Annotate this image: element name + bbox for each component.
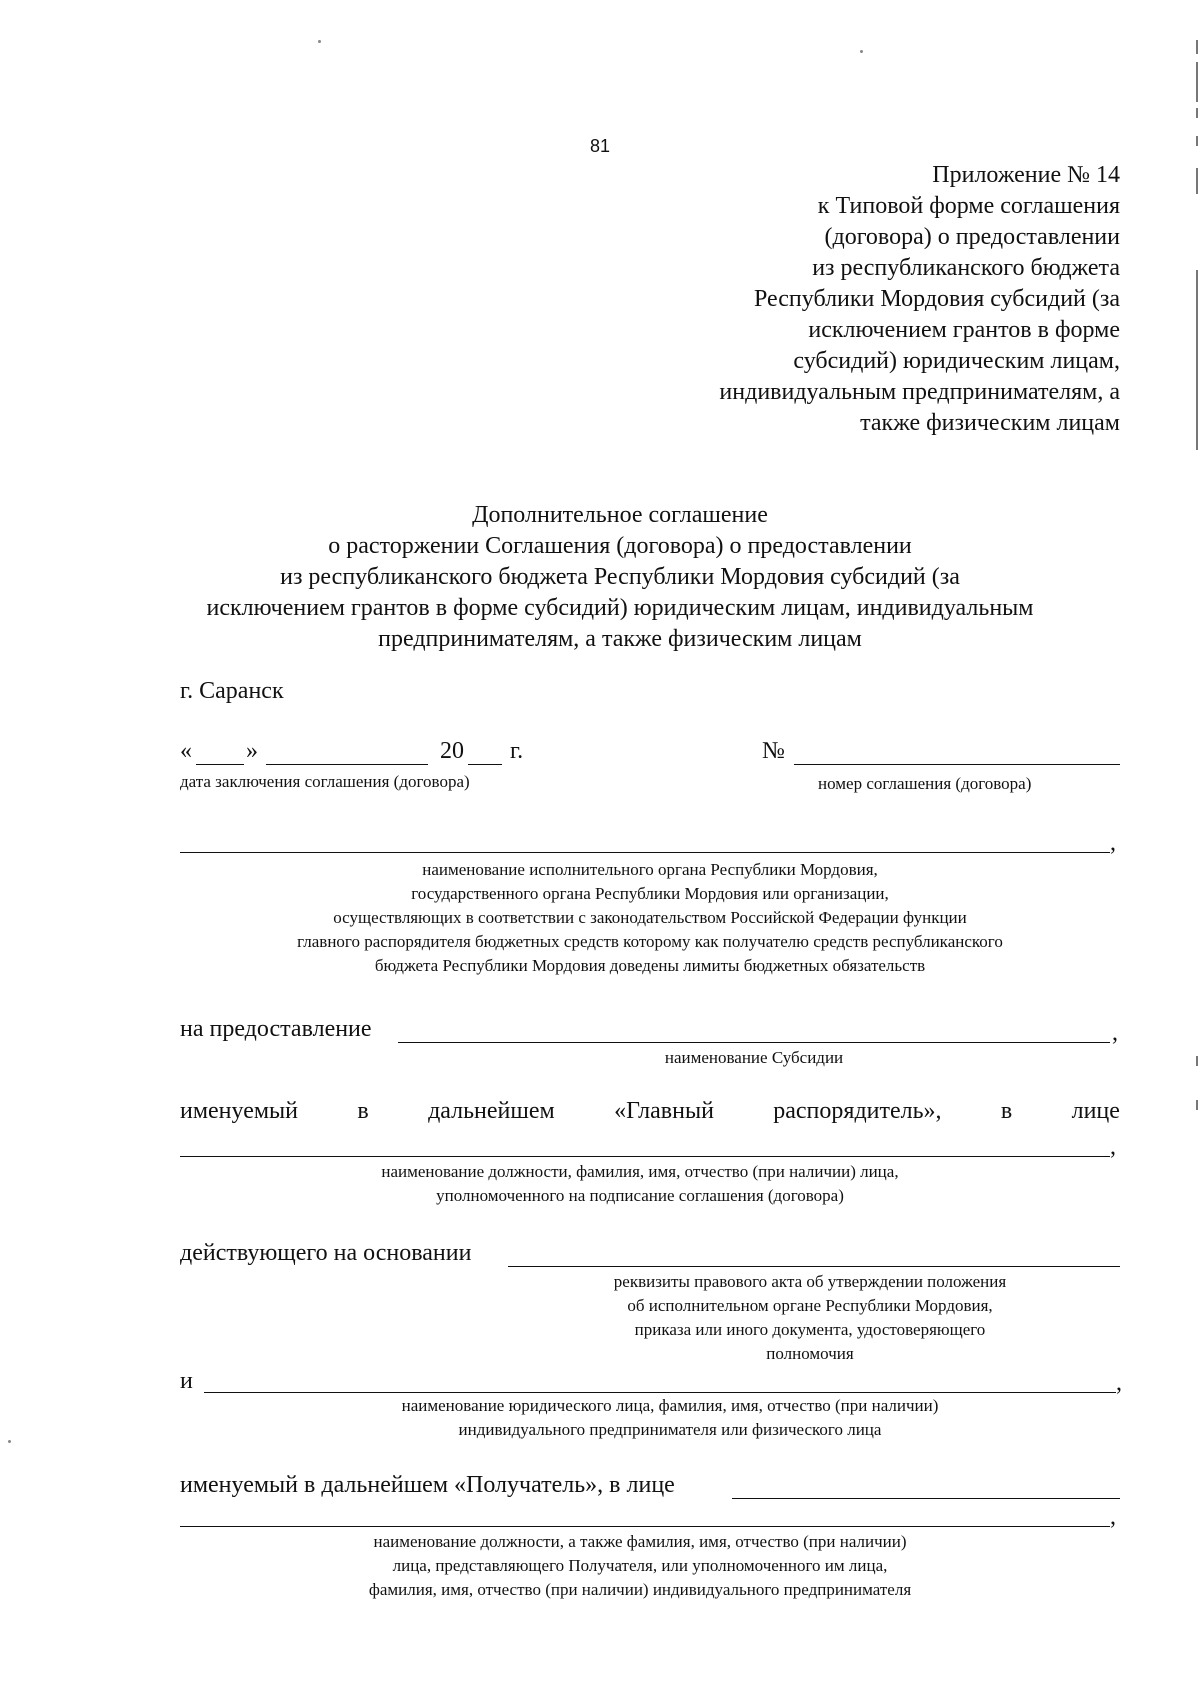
month-blank-line[interactable] <box>266 764 428 765</box>
title-line: предпринимателям, а также физическим лицам <box>378 626 862 652</box>
word: дальнейшем <box>428 1098 555 1124</box>
organ-blank-line[interactable] <box>180 852 1110 853</box>
caption-line: фамилия, имя, отчество (при наличии) индивидуального предпринимателя <box>368 1580 912 1599</box>
caption-line: наименование должности, а также фамилия, имя, отчество (при наличии) <box>373 1532 907 1551</box>
number-blank-line[interactable] <box>794 764 1120 765</box>
scan-edge-mark <box>1196 108 1198 118</box>
caption-line: наименование исполнительного органа Республики Мордовия, <box>422 860 878 879</box>
recipient-caption <box>200 1530 1080 1602</box>
word: «Главный <box>614 1098 714 1124</box>
caption-line: лица, представляющего Получателя, или уполномоченного им лица, <box>392 1556 888 1575</box>
scan-edge-mark <box>1196 1100 1198 1110</box>
appendix-line: исключением грантов в форме <box>808 317 1120 343</box>
caption-line: наименование должности, фамилия, имя, отчество (при наличии) лица, <box>381 1162 899 1181</box>
comma: , <box>1116 1370 1122 1396</box>
page-number: 81 <box>589 136 611 156</box>
appendix-line: индивидуальным предпринимателям, а <box>719 379 1120 405</box>
date-close-quote: » <box>246 738 258 764</box>
appendix-line: из республиканского бюджета <box>812 255 1120 281</box>
comma: , <box>1110 1504 1116 1530</box>
word: именуемый <box>180 1098 299 1124</box>
party-caption <box>220 1394 1120 1442</box>
comma: , <box>1110 830 1116 856</box>
basis-blank-line[interactable] <box>508 1266 1120 1267</box>
date-caption: дата заключения соглашения (договора) <box>180 772 470 791</box>
scan-speck <box>318 40 321 43</box>
day-blank-line[interactable] <box>196 764 244 765</box>
caption-line: бюджета Республики Мордовия доведены лимиты бюджетных обязательств <box>374 956 926 975</box>
caption-line: приказа или иного документа, удостоверяющего <box>634 1320 986 1339</box>
scan-edge-mark <box>1196 168 1198 194</box>
caption-line: главного распорядителя бюджетных средств которому как получателю средств республиканского <box>297 932 1003 951</box>
word: в <box>1000 1098 1013 1124</box>
and-label: и <box>180 1368 193 1394</box>
number-sign: № <box>762 738 785 764</box>
basis-caption <box>540 1270 1080 1366</box>
provision-blank-line[interactable] <box>398 1042 1110 1043</box>
title-line: Дополнительное соглашение <box>472 502 768 528</box>
number-caption: номер соглашения (договора) <box>818 774 1032 793</box>
caption-line: индивидуального предпринимателя или физического лица <box>458 1420 882 1439</box>
word: в <box>357 1098 369 1124</box>
caption-line: уполномоченного на подписание соглашения (договора) <box>436 1186 844 1205</box>
scan-edge-mark <box>1196 1056 1198 1066</box>
provision-label: на предоставление <box>180 1016 372 1042</box>
scan-speck <box>8 1440 11 1443</box>
year-suffix: г. <box>510 738 524 764</box>
date-open-quote: « <box>180 738 192 764</box>
party-blank-line[interactable] <box>204 1392 1116 1393</box>
appendix-line: (договора) о предоставлении <box>824 224 1120 250</box>
scan-edge-mark <box>1196 136 1198 146</box>
comma: , <box>1110 1134 1116 1160</box>
organ-caption <box>150 858 1150 978</box>
recipient-blank-line-1[interactable] <box>732 1498 1120 1499</box>
official-blank-line[interactable] <box>180 1156 1110 1157</box>
year-prefix: 20 <box>440 738 464 764</box>
word: лице <box>1071 1098 1120 1124</box>
caption-line: реквизиты правового акта об утверждении положения <box>613 1272 1007 1291</box>
comma: , <box>1112 1020 1118 1046</box>
word: распорядитель», <box>773 1098 942 1124</box>
appendix-header <box>600 160 1120 439</box>
caption-line: наименование юридического лица, фамилия, имя, отчество (при наличии) <box>401 1396 939 1415</box>
scan-speck <box>860 50 863 53</box>
recipient-blank-line-2[interactable] <box>180 1526 1110 1527</box>
appendix-line: Приложение № 14 <box>932 162 1120 188</box>
caption-line: осуществляющих в соответствии с законодательством Российской Федерации функции <box>333 908 967 927</box>
appendix-line: также физическим лицам <box>860 410 1120 436</box>
provision-caption: наименование Субсидии <box>664 1048 844 1067</box>
caption-line: об исполнительном органе Республики Мордовия, <box>627 1296 993 1315</box>
title-line: исключением грантов в форме субсидий) юридическим лицам, индивидуальным <box>206 595 1034 621</box>
document-title <box>150 500 1090 655</box>
city: г. Саранск <box>180 678 284 704</box>
recipient-label: именуемый в дальнейшем «Получатель», в лице <box>180 1472 675 1498</box>
scan-edge-mark <box>1196 62 1198 102</box>
hereinafter-row <box>180 1098 1120 1125</box>
caption-line: государственного органа Республики Мордовия или организации, <box>411 884 889 903</box>
scan-edge-mark <box>1196 270 1198 450</box>
appendix-line: Республики Мордовия субсидий (за <box>754 286 1120 312</box>
caption-line: полномочия <box>766 1344 854 1363</box>
appendix-line: к Типовой форме соглашения <box>817 193 1120 219</box>
scan-edge-mark <box>1196 40 1198 54</box>
basis-label: действующего на основании <box>180 1240 472 1266</box>
official-caption <box>200 1160 1080 1208</box>
title-line: о расторжении Соглашения (договора) о предоставлении <box>328 533 912 559</box>
title-line: из республиканского бюджета Республики Мордовия субсидий (за <box>280 564 960 590</box>
appendix-line: субсидий) юридическим лицам, <box>793 348 1120 374</box>
year-blank-line[interactable] <box>468 764 502 765</box>
